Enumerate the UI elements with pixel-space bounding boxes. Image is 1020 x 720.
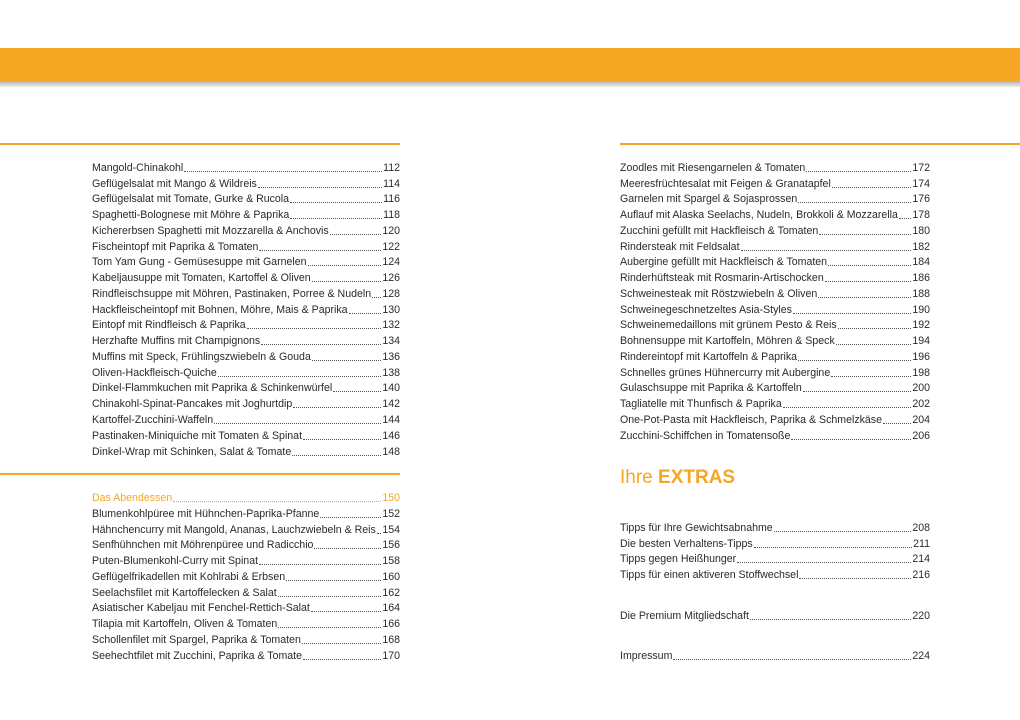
dot-leader: [312, 281, 382, 282]
toc-entry-title: Aubergine gefüllt mit Hackfleisch & Tomaten: [620, 256, 828, 269]
toc-entry[interactable]: [92, 238, 400, 254]
dot-leader: [247, 328, 382, 329]
toc-entry[interactable]: [92, 427, 400, 443]
toc-entry[interactable]: [92, 537, 400, 553]
toc-entry-title: Schweinemedaillons mit grünem Pesto & Reis: [620, 319, 837, 332]
toc-entry[interactable]: [92, 489, 400, 505]
dot-leader: [828, 265, 911, 266]
toc-entry[interactable]: [620, 332, 930, 348]
toc-entry-title: Rinderhüftsteak mit Rosmarin-Artischocken: [620, 272, 824, 285]
toc-entry[interactable]: [620, 317, 930, 333]
toc-entry-page-number: 220: [912, 609, 930, 622]
toc-entry-title: Blumenkohlpüree mit Hühnchen-Paprika-Pfanne: [92, 507, 320, 520]
toc-entry[interactable]: [92, 631, 400, 647]
dot-leader: [259, 564, 381, 565]
toc-entry[interactable]: [620, 159, 930, 175]
toc-entry-page-number: 164: [382, 602, 400, 615]
dot-leader: [259, 250, 381, 251]
toc-entry-page-number: 118: [383, 209, 400, 222]
toc-entry[interactable]: [92, 175, 400, 191]
dot-leader: [825, 281, 912, 282]
toc-entry[interactable]: [92, 301, 400, 317]
toc-entry[interactable]: [620, 206, 930, 222]
dot-leader: [261, 344, 381, 345]
toc-entry[interactable]: [92, 647, 400, 663]
dot-leader: [899, 218, 911, 219]
toc-entry-title: Dinkel-Wrap mit Schinken, Salat & Tomate: [92, 445, 292, 458]
toc-entry-page-number: 124: [382, 256, 400, 269]
dot-leader: [308, 265, 382, 266]
toc-entry-title: Kichererbsen Spaghetti mit Mozzarella & Anchovis: [92, 224, 329, 237]
toc-entry-page-number: 204: [912, 414, 930, 427]
toc-entry[interactable]: [92, 269, 400, 285]
toc-entry[interactable]: [620, 551, 930, 567]
toc-entry-title: Schnelles grünes Hühnercurry mit Aubergine: [620, 366, 831, 379]
toc-entry[interactable]: [92, 615, 400, 631]
toc-entry[interactable]: [92, 206, 400, 222]
toc-entry[interactable]: [92, 568, 400, 584]
dot-leader: [278, 627, 381, 628]
toc-entry-title: Spaghetti-Bolognese mit Möhre & Paprika: [92, 209, 290, 222]
toc-entry[interactable]: [620, 348, 930, 364]
toc-entry[interactable]: [620, 395, 930, 411]
dot-leader: [832, 187, 912, 188]
toc-entry-title: Zucchini gefüllt mit Hackfleisch & Tomaten: [620, 224, 819, 237]
toc-entry-page-number: 146: [382, 429, 400, 442]
extras-heading-emphasis: EXTRAS: [658, 467, 736, 488]
dot-leader: [286, 580, 381, 581]
toc-entry-page-number: 176: [912, 193, 930, 206]
toc-entry[interactable]: [92, 332, 400, 348]
toc-entry[interactable]: [620, 254, 930, 270]
dot-leader: [290, 202, 382, 203]
toc-entry-page-number: 188: [912, 287, 930, 300]
toc-entry-page-number: 211: [913, 537, 930, 550]
toc-entry-title: Pastinaken-Miniquiche mit Tomaten & Spinat: [92, 429, 303, 442]
dot-leader: [774, 531, 912, 532]
toc-entry-page-number: 196: [912, 350, 930, 363]
toc-entry-title: Bohnensuppe mit Kartoffeln, Möhren & Speck: [620, 335, 835, 348]
left-middle-rule: [0, 473, 400, 475]
toc-entry-page-number: 202: [912, 398, 930, 411]
toc-entry-page-number: 224: [912, 649, 930, 662]
toc-entry-title: Schollenfilet mit Spargel, Paprika & Tomaten: [92, 633, 301, 646]
toc-entry-title: Rindereintopf mit Kartoffeln & Paprika: [620, 350, 798, 363]
toc-entry-page-number: 114: [383, 177, 400, 190]
toc-entry-title: Zucchini-Schiffchen in Tomatensoße: [620, 429, 791, 442]
toc-entry-page-number: 158: [382, 555, 400, 568]
dot-leader: [372, 297, 381, 298]
toc-entry[interactable]: [92, 285, 400, 301]
toc-entry-page-number: 206: [912, 429, 930, 442]
toc-entry-page-number: 136: [382, 350, 400, 363]
toc-entry[interactable]: [620, 222, 930, 238]
toc-entry-page-number: 172: [912, 161, 930, 174]
toc-entry-title: Rindersteak mit Feldsalat: [620, 240, 740, 253]
toc-entry-title: Tom Yam Gung - Gemüsesuppe mit Garnelen: [92, 256, 307, 269]
toc-entry-title: Tipps für Ihre Gewichtsabnahme: [620, 521, 773, 534]
toc-entry-page-number: 144: [382, 414, 400, 427]
dot-leader: [838, 328, 912, 329]
dot-leader: [293, 407, 381, 408]
dot-leader: [302, 643, 381, 644]
toc-entry[interactable]: [620, 175, 930, 191]
toc-entry-page-number: 112: [383, 161, 400, 174]
toc-entry-page-number: 142: [382, 398, 400, 411]
dot-leader: [673, 659, 911, 660]
toc-entry-title: Senfhühnchen mit Möhrenpüree und Radicchio: [92, 539, 314, 552]
toc-entry[interactable]: [620, 238, 930, 254]
toc-entry-title: Schweinesteak mit Röstzwiebeln & Oliven: [620, 287, 818, 300]
toc-list-left-top: [92, 159, 400, 459]
toc-entry[interactable]: [620, 191, 930, 207]
toc-entry-title: Hackfleischeintopf mit Bohnen, Möhre, Mais & Paprika: [92, 303, 348, 316]
dot-leader: [290, 218, 382, 219]
toc-entry-page-number: 186: [912, 272, 930, 285]
toc-entry-title: Das Abendessen: [92, 491, 173, 504]
dot-leader: [314, 548, 381, 549]
toc-entry-title: Gulaschsuppe mit Paprika & Kartoffeln: [620, 382, 802, 395]
toc-entry-page-number: 150: [382, 491, 400, 504]
dot-leader: [831, 376, 911, 377]
toc-entry-title: Rindfleischsuppe mit Möhren, Pastinaken, Porree & Nudeln: [92, 287, 372, 300]
dot-leader: [320, 517, 381, 518]
toc-entry[interactable]: [92, 254, 400, 270]
dot-leader: [173, 501, 381, 502]
toc-entry-page-number: 132: [382, 319, 400, 332]
toc-entry[interactable]: [620, 269, 930, 285]
toc-entry-title: Tilapia mit Kartoffeln, Oliven & Tomaten: [92, 618, 278, 631]
toc-entry-title: Dinkel-Flammkuchen mit Paprika & Schinkenwürfel: [92, 382, 333, 395]
toc-list-left-bottom: [92, 505, 400, 663]
dot-leader: [303, 659, 381, 660]
dot-leader: [330, 234, 382, 235]
dot-leader: [793, 313, 911, 314]
toc-entry[interactable]: [92, 411, 400, 427]
dot-leader: [737, 562, 911, 563]
dot-leader: [754, 547, 912, 548]
toc-entry[interactable]: [92, 395, 400, 411]
toc-entry-title: One-Pot-Pasta mit Hackfleisch, Paprika & Schmelzkäse: [620, 414, 882, 427]
dot-leader: [803, 391, 912, 392]
toc-entry-page-number: 184: [912, 256, 930, 269]
toc-entry-page-number: 148: [382, 445, 400, 458]
toc-entry[interactable]: [92, 552, 400, 568]
toc-entry-title: Tipps für einen aktiveren Stoffwechsel: [620, 569, 799, 582]
toc-entry-title: Geflügelfrikadellen mit Kohlrabi & Erbsen: [92, 570, 286, 583]
dot-leader: [783, 407, 912, 408]
toc-entry-title: Seehechtfilet mit Zucchini, Paprika & Tomate: [92, 649, 303, 662]
toc-entry-page-number: 122: [382, 240, 400, 253]
toc-entry[interactable]: [92, 317, 400, 333]
dot-leader: [791, 439, 911, 440]
toc-entry-page-number: 154: [382, 523, 400, 536]
dot-leader: [303, 439, 381, 440]
toc-entry-title: Hähnchencurry mit Mangold, Ananas, Lauchzwiebeln & Reis: [92, 523, 376, 536]
toc-entry[interactable]: [620, 411, 930, 427]
toc-entry-page-number: 128: [382, 287, 400, 300]
toc-entry[interactable]: [620, 647, 930, 663]
toc-entry-title: Tipps gegen Heißhunger: [620, 553, 737, 566]
toc-entry[interactable]: [92, 584, 400, 600]
toc-list-right-top: [620, 159, 930, 443]
toc-entry[interactable]: [92, 380, 400, 396]
dot-leader: [798, 202, 911, 203]
toc-entry[interactable]: [92, 600, 400, 616]
dot-leader: [798, 360, 911, 361]
toc-entry[interactable]: [92, 159, 400, 175]
toc-entry-page-number: 170: [382, 649, 400, 662]
toc-entry-title: Tagliatelle mit Thunfisch & Paprika: [620, 398, 782, 411]
toc-entry[interactable]: [92, 505, 400, 521]
dot-leader: [312, 360, 381, 361]
toc-entry-page-number: 216: [912, 569, 930, 582]
dot-leader: [184, 171, 382, 172]
toc-entry-title: Zoodles mit Riesengarnelen & Tomaten: [620, 161, 806, 174]
toc-entry-title: Die Premium Mitgliedschaft: [620, 609, 749, 622]
toc-entry-title: Oliven-Hackfleisch-Quiche: [92, 366, 217, 379]
dot-leader: [258, 187, 382, 188]
toc-entry-page-number: 200: [912, 382, 930, 395]
toc-entry[interactable]: [620, 301, 930, 317]
dot-leader: [214, 423, 381, 424]
toc-entry[interactable]: [620, 380, 930, 396]
toc-entry[interactable]: [620, 607, 930, 623]
toc-entry[interactable]: [92, 222, 400, 238]
toc-entry-title: Puten-Blumenkohl-Curry mit Spinat: [92, 555, 259, 568]
toc-entry-page-number: 194: [912, 335, 930, 348]
toc-entry-page-number: 134: [382, 335, 400, 348]
toc-entry-page-number: 180: [912, 224, 930, 237]
toc-section-abendessen: [92, 489, 400, 505]
right-top-rule: [620, 143, 1020, 145]
left-top-rule: [0, 143, 400, 145]
toc-entry-page-number: 192: [912, 319, 930, 332]
extras-heading: [620, 466, 735, 490]
toc-entry-page-number: 198: [912, 366, 930, 379]
dot-leader: [883, 423, 911, 424]
toc-entry-title: Kabeljausuppe mit Tomaten, Kartoffel & Oliven: [92, 272, 311, 285]
dot-leader: [799, 578, 911, 579]
toc-entry-page-number: 178: [912, 209, 930, 222]
toc-entry-title: Asiatischer Kabeljau mit Fenchel-Rettich-Salat: [92, 602, 310, 615]
dot-leader: [818, 297, 911, 298]
toc-entry[interactable]: [92, 443, 400, 459]
toc-entry-page-number: 166: [382, 618, 400, 631]
toc-entry[interactable]: [92, 521, 400, 537]
toc-entry-title: Meeresfrüchtesalat mit Feigen & Granatapfel: [620, 177, 831, 190]
toc-entry-title: Geflügelsalat mit Tomate, Gurke & Rucola: [92, 193, 290, 206]
toc-entry-page-number: 182: [912, 240, 930, 253]
toc-entry[interactable]: [92, 364, 400, 380]
toc-entry-title: Garnelen mit Spargel & Sojasprossen: [620, 193, 798, 206]
toc-entry[interactable]: [620, 285, 930, 301]
toc-entry-page-number: 162: [382, 586, 400, 599]
toc-entry-title: Fischeintopf mit Paprika & Tomaten: [92, 240, 259, 253]
toc-entry-title: Chinakohl-Spinat-Pancakes mit Joghurtdip: [92, 398, 293, 411]
toc-entry-page-number: 120: [382, 224, 400, 237]
toc-entry[interactable]: [620, 535, 930, 551]
toc-entry-title: Eintopf mit Rindfleisch & Paprika: [92, 319, 246, 332]
dot-leader: [292, 455, 381, 456]
toc-entry-title: Auflauf mit Alaska Seelachs, Nudeln, Brokkoli & Mozzarella: [620, 209, 898, 222]
dot-leader: [377, 533, 381, 534]
toc-entry-title: Die besten Verhaltens-Tipps: [620, 537, 753, 550]
header-band: [0, 48, 1020, 82]
toc-entry-page-number: 126: [382, 272, 400, 285]
toc-entry-page-number: 116: [383, 193, 400, 206]
toc-entry[interactable]: [620, 519, 930, 535]
toc-entry-title: Schweinegeschnetzeltes Asia-Styles: [620, 303, 792, 316]
toc-entry-page-number: 138: [382, 366, 400, 379]
toc-entry-title: Kartoffel-Zucchini-Waffeln: [92, 414, 214, 427]
toc-entry-page-number: 160: [382, 570, 400, 583]
toc-entry-title: Impressum: [620, 649, 673, 662]
toc-entry-page-number: 130: [382, 303, 400, 316]
toc-entry-title: Muffins mit Speck, Frühlingszwiebeln & Gouda: [92, 350, 311, 363]
dot-leader: [741, 250, 912, 251]
toc-entry[interactable]: [92, 348, 400, 364]
toc-entry-page-number: 214: [912, 553, 930, 566]
toc-entry-title: Geflügelsalat mit Mango & Wildreis: [92, 177, 257, 190]
toc-imprint: [620, 647, 930, 663]
toc-entry-page-number: 152: [382, 507, 400, 520]
toc-entry-page-number: 208: [912, 521, 930, 534]
dot-leader: [349, 313, 382, 314]
dot-leader: [750, 619, 911, 620]
toc-entry-page-number: 156: [382, 539, 400, 552]
toc-membership: [620, 607, 930, 623]
toc-entry-page-number: 174: [912, 177, 930, 190]
toc-list-extras: [620, 519, 930, 582]
toc-entry[interactable]: [620, 427, 930, 443]
toc-entry-title: Herzhafte Muffins mit Champignons: [92, 335, 261, 348]
dot-leader: [218, 376, 381, 377]
toc-entry[interactable]: [92, 191, 400, 207]
header-band-shadow: [0, 82, 1020, 87]
dot-leader: [278, 596, 382, 597]
dot-leader: [311, 611, 381, 612]
dot-leader: [836, 344, 912, 345]
toc-entry-page-number: 190: [912, 303, 930, 316]
dot-leader: [819, 234, 911, 235]
toc-entry[interactable]: [620, 364, 930, 380]
dot-leader: [806, 171, 911, 172]
toc-entry-title: Seelachsfilet mit Kartoffelecken & Salat: [92, 586, 277, 599]
toc-entry-page-number: 140: [382, 382, 400, 395]
extras-heading-prefix: Ihre: [620, 467, 653, 488]
toc-entry-page-number: 168: [382, 633, 400, 646]
toc-entry-title: Mangold-Chinakohl: [92, 161, 184, 174]
toc-entry[interactable]: [620, 566, 930, 582]
dot-leader: [333, 391, 381, 392]
